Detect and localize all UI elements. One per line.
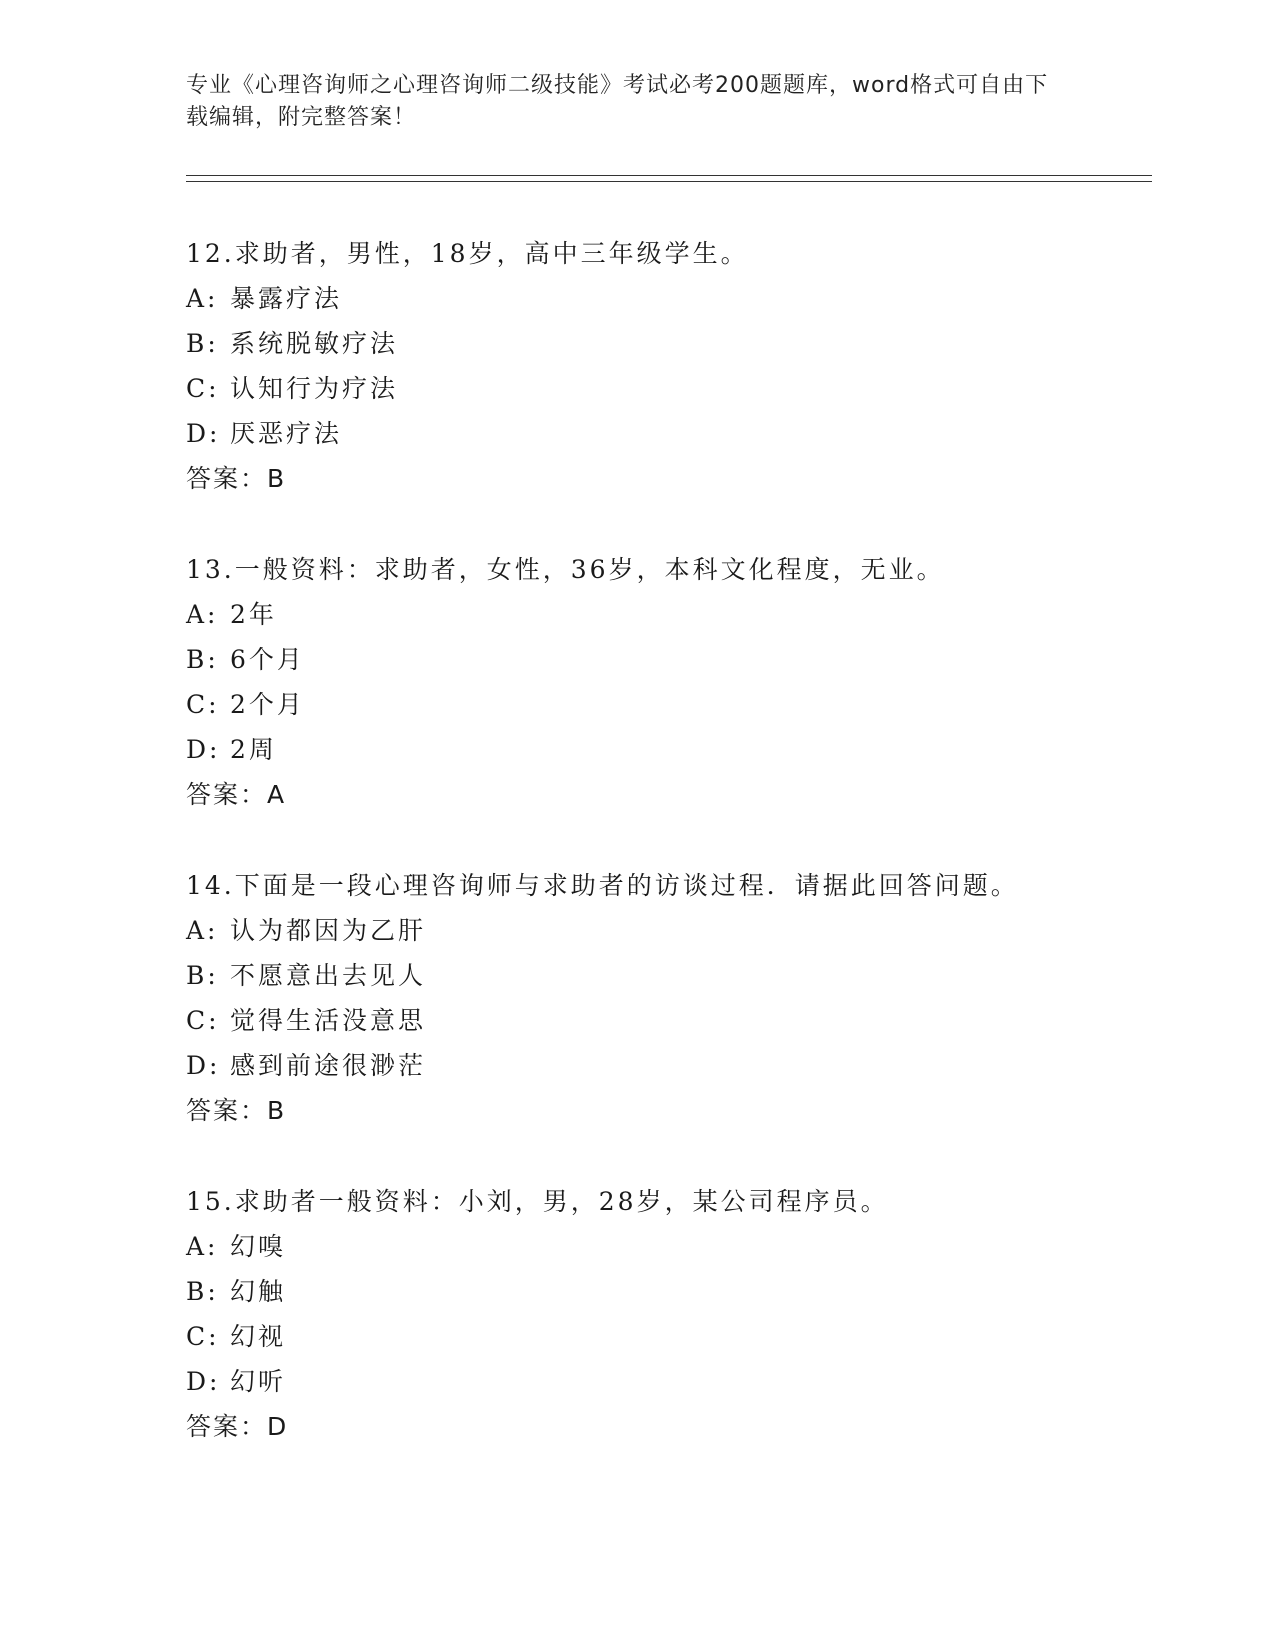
question-number: 13. bbox=[186, 555, 235, 584]
answer-label: 答案： bbox=[186, 464, 268, 493]
option-b bbox=[186, 953, 1146, 998]
option-a bbox=[186, 908, 1146, 953]
option-letter: A: bbox=[186, 600, 219, 629]
option-b bbox=[186, 637, 1146, 682]
document-header: 专业《心理咨询师之心理咨询师二级技能》考试必考200题题库，word格式可自由下载编辑，附完整答案！ bbox=[186, 73, 1049, 130]
option-letter: D: bbox=[186, 735, 221, 764]
answer-line bbox=[186, 1404, 1146, 1449]
answer-label: 答案： bbox=[186, 1096, 268, 1125]
answer-label: 答案： bbox=[186, 780, 268, 809]
question-stem bbox=[186, 547, 1146, 592]
option-letter: D: bbox=[186, 419, 221, 448]
option-text: 幻听 bbox=[230, 1367, 287, 1396]
question-text: 求助者一般资料：小刘，男，28岁，某公司程序员。 bbox=[234, 1187, 889, 1216]
header-divider-bottom bbox=[186, 181, 1152, 182]
option-text: 认知行为疗法 bbox=[230, 374, 399, 403]
question-text: 一般资料：求助者，女性，36岁，本科文化程度，无业。 bbox=[234, 555, 945, 584]
question-stem bbox=[186, 231, 1146, 276]
option-a bbox=[186, 1224, 1146, 1269]
answer-value: D bbox=[267, 1412, 289, 1441]
option-a bbox=[186, 592, 1146, 637]
option-letter: C: bbox=[186, 1322, 220, 1351]
question-13 bbox=[186, 547, 1146, 817]
answer-value: B bbox=[267, 464, 287, 493]
option-text: 2年 bbox=[230, 600, 277, 629]
question-14 bbox=[186, 863, 1146, 1133]
question-stem bbox=[186, 863, 1146, 908]
option-text: 幻嗅 bbox=[230, 1232, 287, 1261]
answer-line bbox=[186, 772, 1146, 817]
option-text: 6个月 bbox=[230, 645, 305, 674]
question-text: 下面是一段心理咨询师与求助者的访谈过程．请据此回答问题。 bbox=[234, 871, 1019, 900]
option-text: 2周 bbox=[230, 735, 277, 764]
option-letter: D: bbox=[186, 1367, 221, 1396]
option-c bbox=[186, 998, 1146, 1043]
question-12 bbox=[186, 231, 1146, 501]
option-c bbox=[186, 1314, 1146, 1359]
option-letter: B: bbox=[186, 1277, 219, 1306]
option-text: 系统脱敏疗法 bbox=[230, 329, 399, 358]
option-letter: A: bbox=[186, 284, 219, 313]
answer-line bbox=[186, 1088, 1146, 1133]
option-letter: B: bbox=[186, 329, 219, 358]
option-text: 2个月 bbox=[230, 690, 305, 719]
option-d bbox=[186, 727, 1146, 772]
option-letter: B: bbox=[186, 961, 219, 990]
option-text: 暴露疗法 bbox=[230, 284, 343, 313]
option-c bbox=[186, 366, 1146, 411]
question-15 bbox=[186, 1179, 1146, 1449]
option-letter: C: bbox=[186, 374, 220, 403]
option-b bbox=[186, 321, 1146, 366]
question-stem bbox=[186, 1179, 1146, 1224]
option-d bbox=[186, 1043, 1146, 1088]
option-letter: A: bbox=[186, 916, 219, 945]
option-b bbox=[186, 1269, 1146, 1314]
option-letter: C: bbox=[186, 1006, 220, 1035]
header-divider-top bbox=[186, 175, 1152, 176]
option-text: 觉得生活没意思 bbox=[230, 1006, 427, 1035]
option-text: 厌恶疗法 bbox=[230, 419, 343, 448]
option-text: 幻视 bbox=[230, 1322, 287, 1351]
option-letter: B: bbox=[186, 645, 219, 674]
option-text: 幻触 bbox=[230, 1277, 287, 1306]
option-d bbox=[186, 411, 1146, 456]
question-number: 14. bbox=[186, 871, 235, 900]
option-text: 认为都因为乙肝 bbox=[230, 916, 427, 945]
option-c bbox=[186, 682, 1146, 727]
option-letter: C: bbox=[186, 690, 220, 719]
option-a bbox=[186, 276, 1146, 321]
answer-value: A bbox=[267, 780, 287, 809]
option-letter: A: bbox=[186, 1232, 219, 1261]
option-d bbox=[186, 1359, 1146, 1404]
question-number: 15. bbox=[186, 1187, 235, 1216]
option-text: 感到前途很渺茫 bbox=[230, 1051, 427, 1080]
answer-line bbox=[186, 456, 1146, 501]
question-text: 求助者，男性，18岁，高中三年级学生。 bbox=[234, 239, 749, 268]
question-number: 12. bbox=[186, 239, 235, 268]
option-letter: D: bbox=[186, 1051, 221, 1080]
option-text: 不愿意出去见人 bbox=[230, 961, 427, 990]
answer-label: 答案： bbox=[186, 1412, 268, 1441]
answer-value: B bbox=[267, 1096, 287, 1125]
